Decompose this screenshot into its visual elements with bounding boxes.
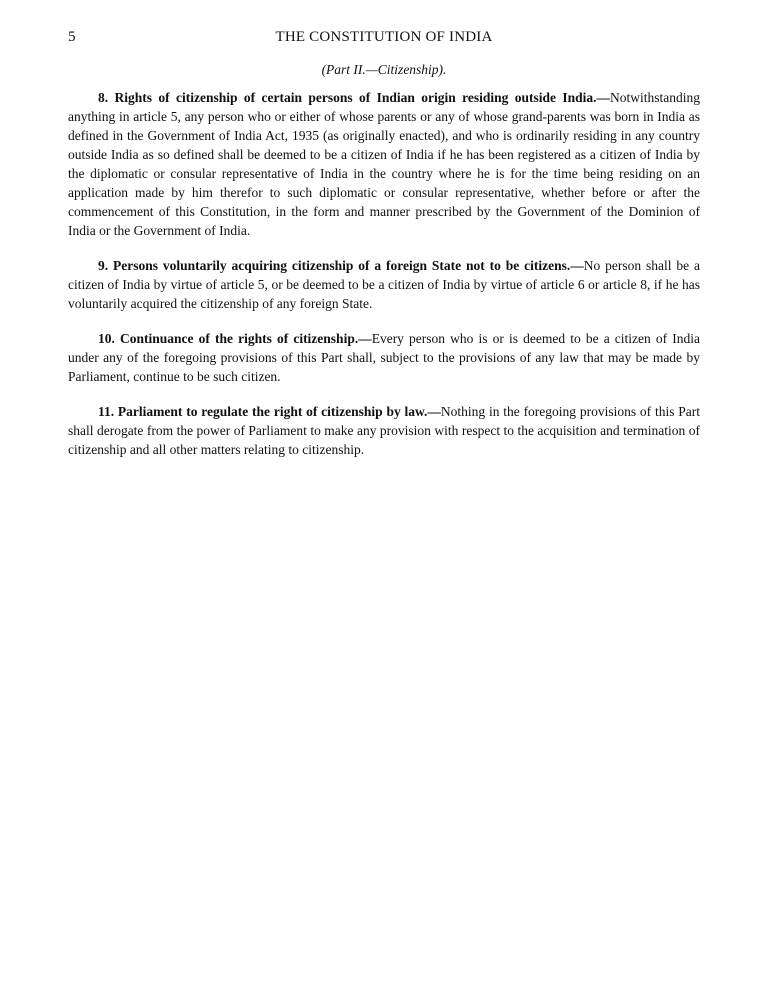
document-body — [68, 88, 700, 475]
article-separator: .— — [354, 331, 372, 346]
article-8 — [68, 88, 700, 240]
article-separator: .— — [566, 258, 584, 273]
article-text: Every person who is or is deemed to be a citizen of India under any of the foregoing provisions of this Part shall, subject to the provisions of any law that may be made by Parliament, continue to be such citizen. — [68, 331, 701, 384]
article-10 — [68, 329, 700, 386]
article-separator: .— — [424, 404, 441, 419]
article-heading: 10. Continuance of the rights of citizenship — [98, 331, 355, 346]
article-text: Nothing in the foregoing provisions of this Part shall derogate from the power of Parliament to make any provision with respect to the acquisition and termination of citizenship and all other matters relating to citizenship. — [68, 404, 700, 457]
article-11 — [68, 402, 700, 459]
article-heading: 11. Parliament to regulate the right of citizenship by law — [98, 404, 425, 419]
running-title: THE CONSTITUTION OF INDIA — [275, 29, 493, 45]
page-number: 5 — [68, 29, 76, 45]
part-heading: (Part II.—Citizenship). — [321, 62, 447, 77]
article-9 — [68, 256, 700, 313]
article-heading: 8. Rights of citizenship of certain persons of Indian origin residing outside India — [98, 90, 594, 105]
article-text: No person shall be a citizen of India by virtue of article 5, or be deemed to be a citizen of India by virtue of article 6 or article 8, if he has voluntarily acquired the citizenship of any foreign State. — [68, 258, 700, 311]
article-heading: 9. Persons voluntarily acquiring citizenship of a foreign State not to be citizens — [98, 258, 567, 273]
article-text: Notwithstanding anything in article 5, any person who or either of whose parents or any of whose grand-parents was born in India as defined in the Government of India Act, 1935 (as originally enacted), and who is ordinarily residing in any country outside India as so defined shall be deemed to be a citizen of India if he has been registered as a citizen of India by the diplomatic or consular representative of India in the country where he is for the time being residing on an application made by him therefor to such diplomatic or consular representative, whether before or after the commencement of this Constitution, in the form and manner prescribed by the Government of the Dominion of India or the Government of India. — [68, 90, 700, 238]
article-separator: .— — [593, 90, 610, 105]
